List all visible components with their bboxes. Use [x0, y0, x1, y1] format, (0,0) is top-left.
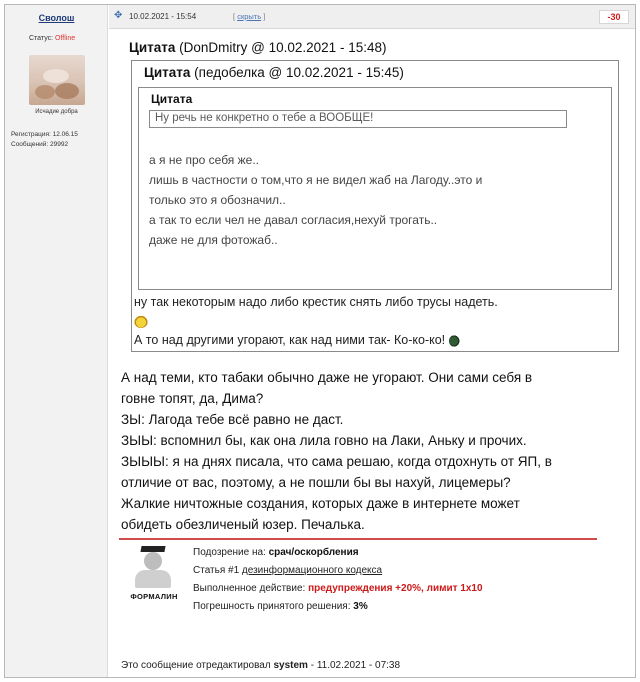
hide-control: [ скрыть ] — [233, 12, 266, 21]
quote-outer — [129, 40, 623, 347]
article-row: Статья #1 дезинформационного кодекса — [193, 565, 383, 576]
text-line: ЗЫЫЫ: я на днях писала, что сама решаю, когда отдохнуть от ЯП, в — [121, 454, 552, 469]
quote-middle-title — [144, 65, 404, 80]
text-line: А то над другими угорают, как над ними так- Ко-ко-ко! — [134, 331, 616, 349]
text-line: а так то если чел не давал согласия,нехуй трогать.. — [149, 213, 438, 227]
quote-inner-box: Ну речь не конкретно о тебе а ВООБЩЕ! — [149, 110, 567, 128]
user-panel — [5, 5, 108, 677]
post-score-badge: -30 — [599, 10, 629, 24]
message-count: Сообщений: 29992 — [11, 141, 69, 148]
text-line: А над теми, кто табаки обычно даже не угорают. Они сами себя в — [121, 370, 533, 385]
avatar-caption: Исчадие добра — [35, 109, 78, 115]
forum-post — [4, 4, 636, 678]
quote-meta: (педобелка @ 10.02.2021 - 15:45) — [194, 65, 404, 80]
quote-meta: (DonDmitry @ 10.02.2021 - 15:48) — [179, 40, 387, 55]
status-value: Offline — [55, 35, 76, 42]
medal-emoticon-icon — [134, 314, 148, 328]
quote-outer-text — [134, 293, 616, 349]
quote-inner-title: Цитата — [151, 92, 193, 106]
turtle-emoticon-icon — [449, 335, 461, 347]
moderation-separator — [119, 538, 597, 540]
user-stats — [11, 130, 78, 150]
text-line: Жалкие ничтожные создания, которых даже в интернете может — [121, 496, 520, 511]
quote-outer-title — [129, 40, 623, 55]
action-row: Выполненное действие: предупреждения +20%, лимит 1x10 — [193, 583, 483, 594]
text-line: а я не про себя же.. — [149, 153, 260, 167]
quote-label: Цитата — [129, 40, 176, 55]
text-line: ну так некоторым надо либо крестик снять либо трусы надеть. — [134, 295, 498, 309]
edit-note: Это сообщение отредактировал system - 11.02.2021 - 07:38 — [121, 660, 401, 671]
text-line: даже не для фотожаб.. — [149, 233, 278, 247]
suspicion-row: Подозрение на: срач/оскорбления — [193, 547, 359, 558]
status-label: Статус: — [29, 35, 54, 42]
error-row: Погрешность принятого решения: 3% — [193, 601, 368, 612]
text-line: ЗЫЫ: вспомнил бы, как она лила говно на Лаки, Аньку и прочих. — [121, 433, 527, 448]
post-header — [109, 5, 635, 29]
error-value: 3% — [353, 601, 368, 612]
quote-label: Цитата — [144, 65, 191, 80]
text-line: обидеть обезличеный юзер. Печалька. — [121, 517, 365, 532]
user-status — [29, 35, 75, 42]
text-line: ЗЫ: Лагода тебе всё равно не даст. — [121, 412, 344, 427]
username-link[interactable]: Сволош — [38, 13, 75, 23]
text-line: отличие от вас, поэтому, а не пошли бы вы нахуй, лицемеры? — [121, 475, 511, 490]
quote-middle-box — [138, 87, 612, 290]
moderator-name: ФОРМАЛИН — [130, 592, 178, 601]
action-value: предупреждения +20%, лимит 1x10 — [308, 583, 483, 594]
suspicion-value: срач/оскорбления — [268, 547, 359, 558]
moderator-avatar-icon — [129, 544, 177, 590]
text-line: говне топят, да, Дима? — [121, 391, 264, 406]
post-body — [121, 367, 621, 535]
post-link-icon[interactable]: ✥ — [114, 10, 123, 21]
text-line: только это я обозначил.. — [149, 193, 286, 207]
post-date: 10.02.2021 - 15:54 — [129, 12, 197, 21]
quote-outer-box — [131, 60, 619, 352]
post-content — [109, 30, 635, 677]
article-link[interactable]: дезинформационного кодекса — [241, 565, 383, 576]
quote-middle-text — [149, 150, 609, 250]
text-line: лишь в частности о том,что я не видел жаб на Лагоду..это и — [149, 173, 483, 187]
moderation-block — [119, 544, 619, 614]
avatar — [29, 55, 85, 105]
editor-name: system — [273, 660, 308, 671]
hide-link[interactable]: скрыть — [237, 12, 262, 21]
registration-date: Регистрация: 12.06.15 — [11, 131, 78, 138]
moderation-details — [193, 544, 483, 616]
